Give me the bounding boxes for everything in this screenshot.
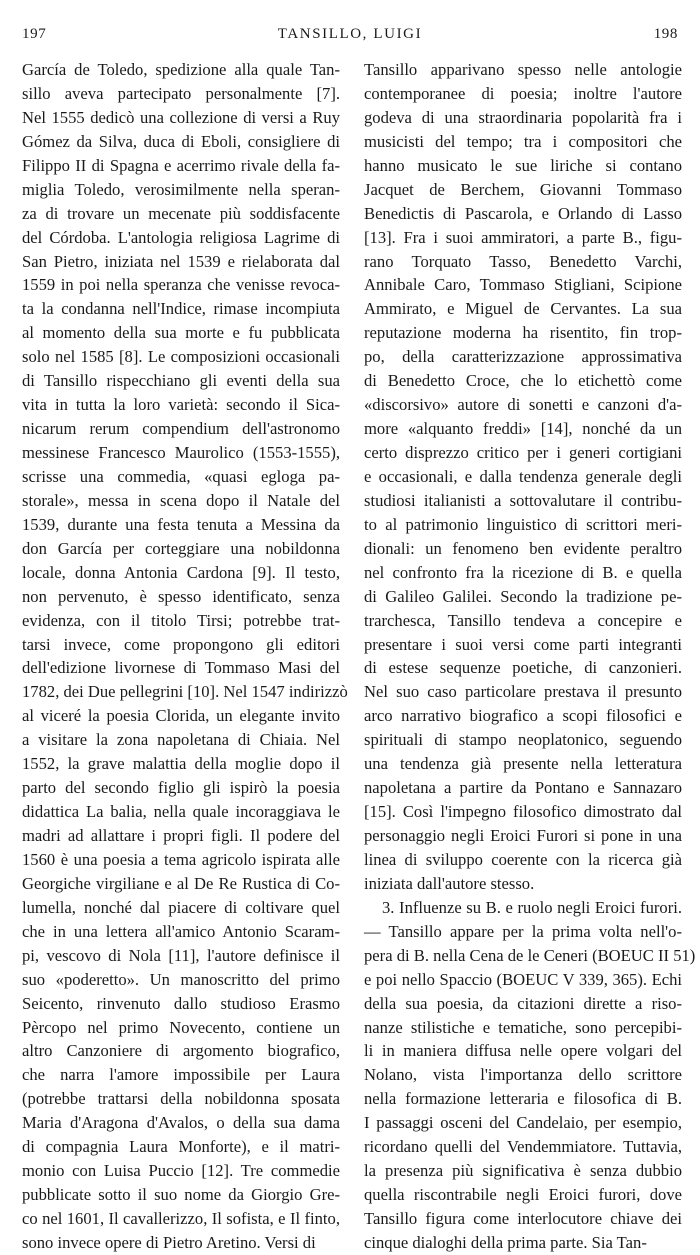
text-line: spirituali di stampo neoplatonico, seguendo	[364, 730, 682, 750]
text-line: nella formazione letteraria e filosofica di B.	[364, 1089, 682, 1109]
text-line: di compagnia Laura Monforte), e il matri-	[22, 1137, 340, 1157]
text-line: lumella, nonché dal piacere di coltivare quel	[22, 897, 340, 917]
running-title: TANSILLO, LUIGI	[277, 26, 423, 42]
text-line: co nel 1601, Il cavallerizzo, Il sofista, e Il finto,	[22, 1209, 340, 1228]
text-line: musicisti del tempo; tra i compositori che	[364, 131, 682, 151]
text-line: ta la condanna nell'Indice, rimase incompiuta	[22, 299, 340, 319]
text-line: Jacquet de Berchem, Giovanni Tommaso	[364, 179, 682, 199]
text-line: che narra l'amore impossibile per Laura	[22, 1065, 340, 1085]
text-line: 1552, la grave malattia della moglie dopo il	[22, 754, 340, 774]
text-line: pi, vescovo di Nola [11], l'autore definisce il	[22, 945, 340, 965]
text-line: Ammirato, e Miguel de Cervantes. La sua	[364, 299, 682, 319]
text-line: certo disprezzo critico per i generi cortigiani	[364, 443, 682, 462]
text-line: del Córdoba. L'antologia religiosa Lagrime di	[22, 227, 340, 247]
text-line: pera di B. nella Cena de le Ceneri (BOEUC II 51)	[364, 945, 696, 965]
text-line: I passaggi osceni del Candelaio, per esempio,	[364, 1113, 682, 1133]
text-line: Tansillo figura come interlocutore chiave dei	[364, 1209, 682, 1228]
text-line: cinque dialoghi della prima parte. Sia Tan-	[364, 1232, 647, 1252]
text-line: al momento della sua morte e fu pubblicata	[22, 323, 340, 343]
text-line: quella riscontrabile negli Eroici furori, dove	[364, 1185, 682, 1205]
text-line: altro Canzoniere di argomento biografico,	[22, 1041, 340, 1061]
text-line: e poi nello Spaccio (BOEUC V 339, 365). Echi	[364, 969, 682, 989]
text-line: contemporanee di poesia; inoltre l'autore	[364, 83, 682, 103]
text-line: 1559 in poi nella speranza che venisse revoca-	[22, 275, 340, 295]
text-line: della sua poesia, da citazioni dirette a riso-	[364, 993, 682, 1013]
text-line: scrisse una commedia, «quasi egloga pa-	[22, 466, 340, 486]
text-line: 1539, durante una festa tenuta a Messina da	[22, 514, 340, 534]
text-line: Nel 1555 dedicò una collezione di versi a Ruy	[22, 107, 340, 127]
text-line: — Tansillo appare per la prima volta nell'o-	[364, 921, 682, 941]
text-line: una tendenza già presente nella letteratura	[364, 754, 682, 774]
text-line: monio con Luisa Puccio [12]. Tre commedie	[22, 1161, 340, 1181]
text-line: miglia Toledo, verosimilmente nella speran-	[22, 179, 340, 199]
text-line: napoletana a partire da Pontano e Sannazaro	[364, 778, 682, 798]
text-line: 3. Influenze su B. e ruolo negli Eroici furori.	[382, 897, 682, 917]
text-line: tarsi invece, come propongono gli editori	[22, 634, 340, 654]
text-line: di Tansillo rispecchiano gli eventi della sua	[22, 371, 340, 391]
text-line: reputazione moderna ha risentito, fin trop-	[364, 323, 682, 343]
text-line: ricordano quelli del Vendemmiatore. Tuttavia,	[364, 1137, 682, 1157]
text-line: Gómez da Silva, duca di Eboli, consigliere di	[22, 131, 340, 151]
text-line: di Benedetto Croce, che lo etichettò come	[364, 371, 682, 391]
text-line: studiosi italianisti a sottovalutare il contribu-	[364, 490, 682, 510]
right-text-column	[364, 58, 696, 1255]
text-line: Seicento, rinvenuto dallo studioso Erasmo	[22, 993, 340, 1013]
text-line: Nolano, vista l'importanza dello scrittore	[364, 1065, 682, 1085]
text-line: nel confronto fra la ricezione di B. e quella	[364, 562, 682, 582]
running-header	[22, 26, 678, 50]
text-line: nanze stilistiche e tematiche, sono percepibi-	[364, 1017, 682, 1037]
text-line: vita in tutta la loro varietà: secondo il Sica-	[22, 395, 340, 415]
text-line: arco narrativo biografico a scopi filosofici e	[364, 706, 682, 726]
text-line: trarchesca, Tansillo tendeva a concepire e	[364, 610, 682, 630]
text-line: Pèrcopo nel primo Novecento, contiene un	[22, 1017, 340, 1037]
text-line: Georgiche virgiliane e al De Re Rustica di Co-	[22, 873, 340, 893]
text-line: personaggio negli Eroici Furori si pone in una	[364, 826, 682, 845]
page-number-right: 198	[653, 26, 678, 42]
text-line: li in maniera diffusa nelle opere volgari del	[364, 1041, 682, 1061]
text-line: presentare i suoi versi come parti integranti	[364, 634, 682, 654]
text-line: Benedictis di Pascarola, e Orlando di Lasso	[364, 203, 682, 223]
text-line: linea di sviluppo coerente con la ricerca già	[364, 849, 682, 869]
text-line: [15]. Così l'impegno filosofico dimostrato dal	[364, 802, 682, 822]
text-line: 1560 è una poesia a tema agricolo ispirata alle	[22, 849, 340, 869]
text-line: suo «poderetto». Un manoscritto del primo	[22, 969, 340, 989]
text-line: Nel suo caso particolare prestava il presunto	[364, 682, 682, 702]
text-line: dell'edizione livornese di Tommaso Masi del	[22, 658, 340, 678]
text-line: solo nel 1585 [8]. Le composizioni occasionali	[22, 347, 340, 367]
text-line: che in una lettera all'amico Antonio Scaram-	[22, 921, 340, 941]
text-line: messinese Francesco Maurolico (1553-1555),	[22, 443, 340, 462]
text-line: la presenza più significativa è senza dubbio	[364, 1161, 682, 1181]
left-text-column	[22, 58, 348, 1255]
text-line: evidenza, con il titolo Tirsi; potrebbe trat-	[22, 610, 340, 630]
text-line: storale», messa in scena dopo il Natale del	[22, 490, 340, 510]
text-line: don García per corteggiare una nobildonna	[22, 538, 340, 558]
text-line: to al patrimonio linguistico di scrittori meri-	[364, 514, 682, 534]
text-line: García de Toledo, spedizione alla quale Tan-	[22, 60, 340, 79]
text-line: sillo aveva partecipato personalmente [7].	[22, 83, 340, 103]
text-line: Maria d'Aragona d'Avalos, o della sua dama	[22, 1113, 340, 1133]
text-line: «discorsivo» autore di sonetti e canzoni d'a-	[364, 395, 682, 415]
text-line: 1782, dei Due pellegrini [10]. Nel 1547 indirizzò	[22, 682, 348, 702]
text-line: San Pietro, iniziata nel 1539 e rielaborata dal	[22, 251, 340, 271]
text-line: madri ad allattare i propri figli. Il podere del	[22, 826, 340, 845]
text-line: more «alquanto freddi» [14], nonché da un	[364, 419, 682, 439]
text-line: locale, donna Antonia Cardona [9]. Il testo,	[22, 562, 340, 582]
page-number-left: 197	[22, 26, 47, 42]
text-line: a visitare la zona napoletana di Chiaia. Nel	[22, 730, 340, 750]
text-line: parto del secondo figlio gli ispirò la poesia	[22, 778, 340, 798]
text-line: non pervenuto, è spesso identificato, senza	[22, 586, 340, 606]
text-line: nicarum rerum compendium dell'astronomo	[22, 419, 340, 439]
text-line: al viceré la poesia Clorida, un elegante invito	[22, 706, 340, 726]
text-line: Filippo II di Spagna e acerrimo rivale della fa-	[22, 155, 340, 175]
text-line: Annibale Caro, Tommaso Stigliani, Scipione	[364, 275, 682, 295]
text-line: e occasionali, e dalla tendenza generale degli	[364, 466, 682, 486]
text-line: Tansillo apparivano spesso nelle antologie	[364, 60, 682, 79]
text-line: po, della caratterizzazione approssimativa	[364, 347, 682, 367]
text-line: za di trovare un mecenate più soddisfacente	[22, 203, 340, 223]
text-line: hanno musicato le sue liriche si contano	[364, 155, 682, 175]
text-line: didattica La balia, nella quale incoraggiava le	[22, 802, 340, 822]
text-line: [13]. Fra i suoi ammiratori, a parte B., figu-	[364, 227, 682, 247]
text-line: di estese sequenze poetiche, di canzonieri.	[364, 658, 682, 678]
text-line: godeva di una straordinaria popolarità fra i	[364, 107, 682, 127]
text-line: sono invece opere di Pietro Aretino. Versi di	[22, 1232, 316, 1252]
text-line: di Galileo Galilei. Secondo la tradizione pe-	[364, 586, 682, 606]
text-line: rano Torquato Tasso, Benedetto Varchi,	[364, 251, 682, 271]
text-line: iniziata dall'autore stesso.	[364, 873, 535, 893]
text-line: pubblicate sotto il suo nome da Giorgio Gre-	[22, 1185, 340, 1205]
text-line: (potrebbe trattarsi della nobildonna sposata	[22, 1089, 340, 1109]
text-line: dionali: un fenomeno ben evidente peraltro	[364, 538, 682, 558]
